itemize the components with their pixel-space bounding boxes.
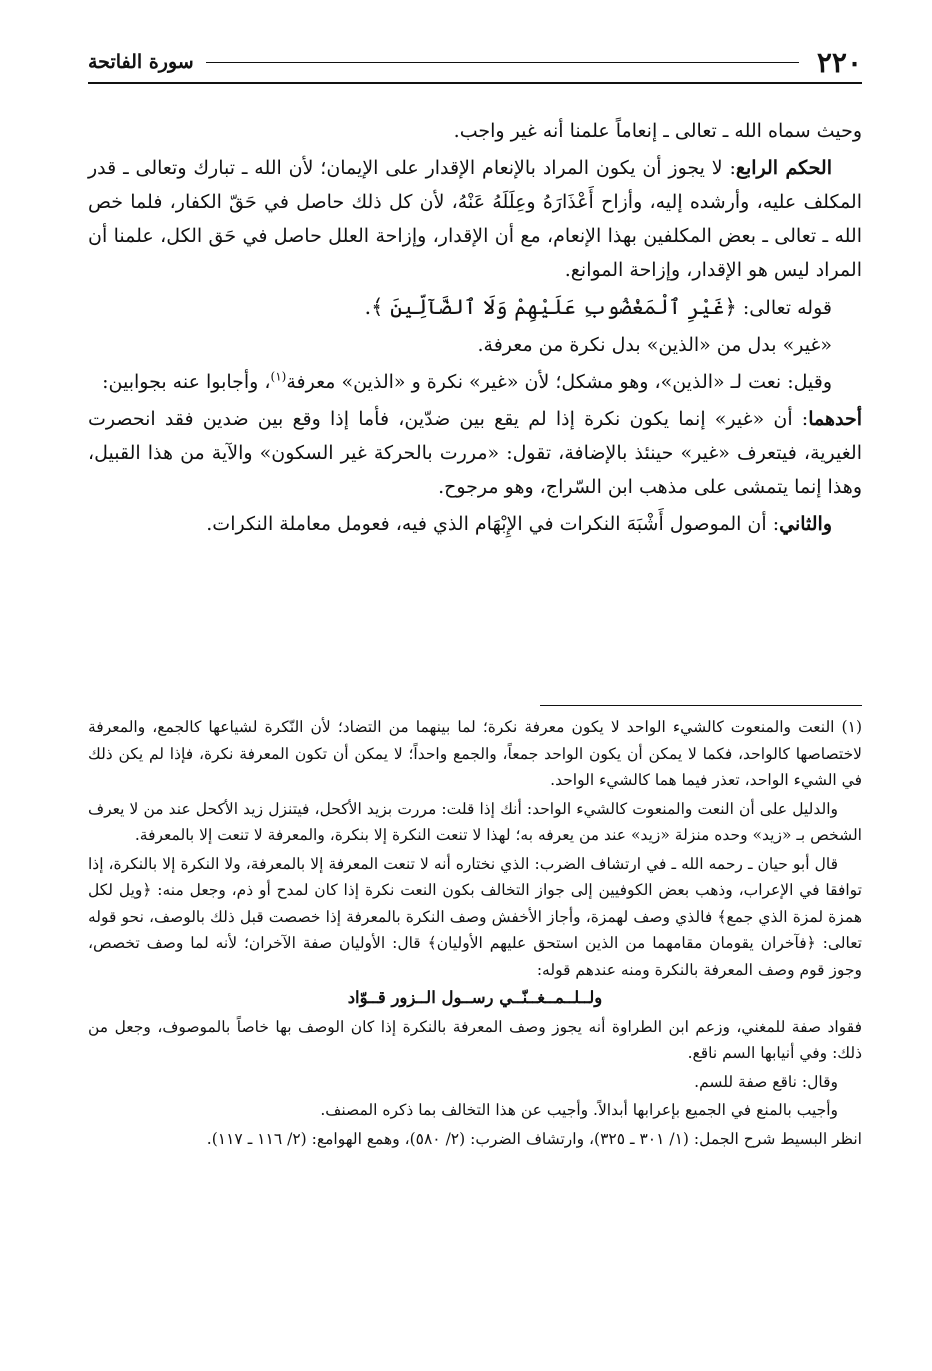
- paragraph-1: وحيث سماه الله ـ تعالى ـ إنعاماً علمنا أنه غير واجب.: [453, 120, 862, 142]
- footnote-1-para-4: فقواد صفة للمغني، وزعم ابن الطراوة أنه يجوز وصف المعرفة بالنكرة إذا كان الوصف بها خاصاً بالموصوف، وجعل من ذلك: وفي أنيابها السم ناقع.: [88, 1017, 862, 1062]
- ruling-four-text: : لا يجوز أن يكون المراد بالإنعام الإقدار على الإيمان؛ لأن الله ـ تبارك وتعالى ـ قدر المكلف عليه، وأرشده إليه، وأزاح أَعْذَارَهُ وعِلَلَهُ عَنْهُ، لأن كل ذلك حاصل في حَقّ الكفار، فلما خص الله ـ تعالى ـ بعض المكلفين بهذا الإنعام، مع أن الإقدار، وإزاحة العلل حاصل في حَق الكل، علمنا أن المراد ليس هو الإقدار، وإزاحة الموانع.: [88, 157, 862, 281]
- footnote-separator: [540, 705, 862, 706]
- ruling-four-heading: الحكم الرابع: [735, 157, 832, 179]
- footnote-1-para-5: وقال: ناقع صفة للسم.: [694, 1072, 838, 1091]
- footnote-1-para-3: قال أبو حيان ـ رحمه الله ـ في ارتشاف الضرب: الذي نختاره أنه لا تنعت المعرفة إلا بالمعرفة، ولا النكرة إلا بالنكرة، إذا توافقا في الإعراب، وذهب بعض الكوفيين إلى جواز التخالف بكون النعت نكرة إذا كان لمدح أو ذم، وجعل منه: ﴿ويل لكل همزة لمزة الذي جمع﴾ فالذي وصف لهمزة، وأجاز الأخفش وصف النكرة بالمعرفة إذا خصصت قبل ذلك بالوصف، نحو قوله تعالى: ﴿فآخران يقومان مقامهما من الذين استحق عليهم الأوليان﴾ قال: الأوليان صفة الآخران؛ لأنه لما وصف تخصص، وجوز قوم وصف المعرفة بالنكرة ومنه عندهم قوله:: [88, 854, 862, 979]
- page-number: ٢٢٠: [816, 45, 862, 79]
- header-rule: [206, 62, 799, 63]
- second-answer-heading: والثاني: [779, 513, 832, 535]
- footnote-references: انظر البسيط شرح الجمل: (١/ ٣٠١ ـ ٣٢٥)، وارتشاف الضرب: (٢/ ٥٨٠)، وهمع الهوامع: (٢/ ١١٦ ـ ١١٧).: [206, 1129, 862, 1148]
- naat-text: وقيل: نعت لـ «الذين»، وهو مشكل؛ لأن «غير» نكرة و «الذين» معرفة: [286, 371, 832, 393]
- footnote-1-para-6: وأجيب بالمنع في الجميع بإعرابها أبدالاً. وأجيب عن هذا التخالف بما ذكره المصنف.: [320, 1101, 838, 1119]
- paragraph-first-answer: [88, 402, 862, 504]
- footnote-1-para-1: (١) النعت والمنعوت كالشيء الواحد لا يكون معرفة نكرة؛ لما بينهما من التضاد؛ لأن النّكرة لشياعها كالجمع، والمعرفة لاختصاصها كالواحد، فكما لا يمكن أن يكون الواحد جمعاً، والجمع واحداً؛ لا يمكن أن تكون المعرفة نكرة، فإذا لم يكن ذلك في الشيء الواحد، تعذر فيما هما كالشيء الواحد.: [88, 718, 862, 789]
- first-answer-text: : أن «غير» إنما يكون نكرة إذا لم يقع بين ضدّين، فأما إذا وقع بين ضدين فقد انحصرت الغيرية، فيتعرف «غير» حينئذ بالإضافة، تقول: «مررت بالحركة غير السكون» والآية من هذا القبيل، وهذا إنما يتمشى على مذهب ابن السّراج، وهو مرجوح.: [88, 408, 862, 498]
- second-answer-text: : أن الموصول أَشْبَهَ النكرات في الإِبْهَام الذي فيه، فعومل معاملة النكرات.: [206, 513, 780, 535]
- footnotes: [88, 714, 862, 1154]
- poetry-verse: ولــلــمــغــنّــي رســول الــزور قــوّاد: [347, 988, 603, 1007]
- footnote-reference: (١): [270, 369, 287, 384]
- paragraph-second-answer: [88, 507, 862, 541]
- running-header: [88, 42, 862, 84]
- surah-title: سورة الفاتحة: [88, 51, 194, 73]
- paragraph-naat: [88, 365, 862, 399]
- paragraph-badal: «غير» بدل من «الذين» بدل نكرة من معرفة.: [477, 334, 832, 356]
- footnote-1-para-2: والدليل على أن النعت والمنعوت كالشيء الواحد: أنك إذا قلت: مررت بزيد الأكحل، فيتنزل زيد الأكحل عند من لا يعرف الشخص بـ «زيد» وحده منزلة «زيد» عند من يعرفه به؛ لهذا لا تنعت النكرة إلا بنكرة، والمعرفة لا تنعت إلا بالمعرفة.: [88, 799, 862, 844]
- paragraph-ruling-four: [88, 151, 862, 287]
- verse-intro: قوله تعالى:: [742, 297, 832, 319]
- first-answer-heading: أحدهما: [808, 408, 862, 430]
- quran-verse: ﴿غَيْرِ ٱلْمَغْضُوبِ عَلَيْهِمْ وَلَا ٱلضَّآلِّينَ ﴾.: [364, 295, 737, 319]
- naat-tail: ، وأجابوا عنه بجوابين:: [102, 371, 271, 393]
- main-text: [88, 114, 862, 544]
- paragraph-verse: [88, 290, 862, 325]
